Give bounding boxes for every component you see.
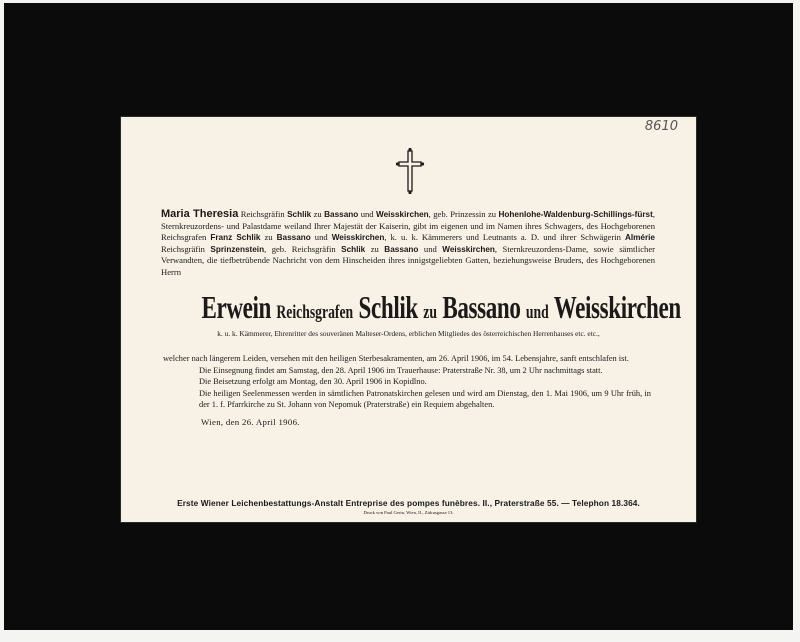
intro-name: Franz Schlik: [210, 233, 261, 243]
intro-name: Bassano: [384, 244, 419, 254]
intro-text: Reichsgräfin: [161, 243, 211, 254]
funeral-company: Erste Wiener Leichenbestattungs-Anstalt Entreprise des pompes funèbres. II., Praterstraße 55. — Telephon 18.364.: [177, 498, 640, 508]
deceased-name: [201, 289, 681, 326]
intro-text: zu: [311, 209, 325, 219]
intro-text: und: [358, 209, 377, 219]
intro-name: Bassano: [276, 233, 311, 243]
intro-name: Weisskirchen: [376, 210, 429, 219]
intro-text: zu: [365, 243, 385, 254]
body-paragraph: Die heiligen Seelenmessen werden in sämtlichen Patronatskirchen gelesen und wird am Dienstag, den 1. Mai 1906, um 9 Uhr früh, in der 1. f. Pfarrkirche zu St. Johann von Nepomuk (Praterstraße) ein Requiem abgehalten.: [199, 388, 651, 410]
intro-name: Hohenlohe-Waldenburg-Schillings-fürst: [498, 210, 653, 219]
body-paragraph: welcher nach längerem Leiden, versehen mit den heiligen Sterbesakramenten, am 26. April 1906, im 54. Lebensjahre, sanft entschlafen ist.: [163, 354, 629, 363]
intro-name: Weisskirchen: [331, 233, 385, 243]
intro-name: Bassano: [324, 210, 359, 219]
widow-name: Maria Theresia: [161, 208, 239, 220]
deceased-first-name: Erwein: [201, 289, 272, 325]
intro-text: und: [418, 243, 443, 254]
inventory-number: 8610: [644, 119, 678, 134]
mourning-card: [121, 117, 696, 522]
deceased-surname: Weisskirchen: [553, 289, 681, 325]
intro-text: , geb. Prinzessin zu: [428, 209, 499, 219]
intro-text: zu: [260, 232, 277, 243]
body-paragraph: Die Beisetzung erfolgt am Montag, den 30. April 1906 in Kopidlno.: [199, 377, 427, 387]
deceased-title: Reichsgrafen: [276, 302, 354, 323]
place-date: Wien, den 26. April 1906.: [201, 417, 300, 427]
intro-text: , Sternkreuzordens- und Palastdame weiland Ihrer Majestät der Kaiserin, gibt im eigenen und im Namen ihres Schwagers, des Hochgeborenen Reichsgrafen: [161, 209, 655, 243]
intro-name: Schlik: [287, 210, 312, 219]
intro-name: Almérie: [624, 233, 655, 243]
intro-name: Weisskirchen: [442, 244, 495, 254]
intro-text: Reichsgräfin: [238, 209, 288, 219]
intro-text: , k. u. k. Kämmerers und Leutnants a. D. und ihrer Schwägerin: [384, 232, 625, 243]
printer-line: Druck von Paul Gerin, Wien, II., Zirkusgasse 13.: [363, 510, 454, 515]
intro-name: Sprinzenstein: [210, 244, 265, 254]
intro-text: , Sternkreuzordens-Dame, sowie sämtlicher Verwandten, die tiefbetrübende Nachricht von dem Hinscheiden ihres innigstgeliebten Gatten, beziehungsweise Bruders, des Hochgeborenen Herrn: [161, 243, 655, 277]
deceased-surname: Schlik: [358, 289, 418, 325]
announcement-body: [163, 353, 651, 411]
intro-text: und: [310, 232, 332, 243]
deceased-connector: zu: [423, 302, 437, 323]
deceased-connector: und: [525, 302, 549, 323]
deceased-honors: k. u. k. Kämmerer, Ehrenritter des souveränen Malteser-Ordens, erblichen Mitgliedes des österreichischen Herrenhauses etc. etc.,: [217, 329, 600, 338]
intro-name: Schlik: [341, 244, 366, 254]
announcement-intro: [161, 209, 655, 279]
body-paragraph: Die Einsegnung findet am Samstag, den 28. April 1906 im Trauerhause: Praterstraße Nr. 38, um 2 Uhr nachmittags statt.: [199, 365, 603, 375]
cross-icon: [395, 147, 425, 195]
deceased-surname: Bassano: [442, 289, 521, 325]
intro-text: , geb. Reichsgräfin: [264, 243, 342, 254]
